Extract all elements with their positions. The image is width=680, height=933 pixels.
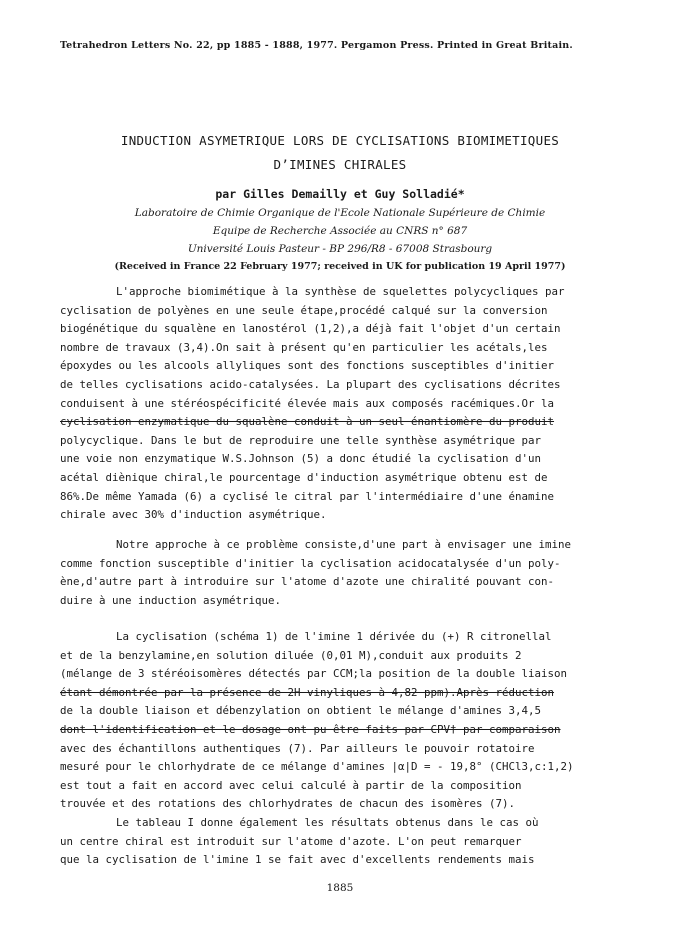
text-line: et de la benzylamine,en solution diluée (0,01 M),conduit aux produits 2 [60,648,522,662]
affiliation-line-3: Université Louis Pasteur - BP 296/R8 - 67008 Strasbourg [187,243,493,255]
text-line: cyclisation de polyènes en une seule étape,procédé calqué sur la conversion [60,303,548,317]
text-line: un centre chiral est introduit sur l'atome d'azote. L'on peut remarquer [60,834,522,848]
text-line: de la double liaison et débenzylation on obtient le mélange d'amines 3,4,5 [60,704,542,718]
text-line: comme fonction susceptible d'initier la cyclisation acidocatalysée d'un poly- [60,556,561,570]
text-line: Notre approche à ce problème consiste,d'une part à envisager une imine [116,538,572,551]
text-line: biogénétique du squalène en lanostérol (1,2),a déjà fait l'objet d'un certain [60,322,561,336]
affiliation-line-2: Equipe de Recherche Associée au CNRS n° 687 [212,225,468,237]
article-title-line-1: INDUCTION ASYMETRIQUE LORS DE CYCLISATIONS BIOMIMETIQUES [120,133,560,148]
text-line: dont l'identification et le dosage ont pu être faits par CPV† par comparaison [60,722,561,736]
text-line: de telles cyclisations acido-catalysées. La plupart des cyclisations décrites [60,377,561,391]
text-line: polycyclique. Dans le but de reproduire une telle synthèse asymétrique par [60,433,542,447]
text-line: époxydes ou les alcools allyliques sont des fonctions susceptibles d'initier [60,359,555,373]
text-line: chirale avec 30% d'induction asymétrique. [60,508,327,522]
text-line: étant démontrée par la présence de 2H vinyliques à 4,82 ppm).Après réduction [60,685,555,699]
paragraph-2 [60,536,640,610]
text-line: duire à une induction asymétrique. [60,593,282,607]
article-title-line-2: D’IMINES CHIRALES [273,157,407,172]
page-number: 1885 [326,882,354,894]
paragraph-4 [60,814,640,870]
text-line: 86%.De même Yamada (6) a cyclisé le citral par l'intermédiaire d'une énamine [60,489,555,503]
text-line: ène,d'autre part à introduire sur l'atome d'azote une chiralité pouvant con- [60,575,555,589]
received-dates: (Received in France 22 February 1977; received in UK for publication 19 April 1977) [114,261,566,272]
text-line: que la cyclisation de l'imine 1 se fait avec d'excellents rendements mais [60,853,535,867]
text-line: acétal diènique chiral,le pourcentage d'induction asymétrique obtenu est de [60,470,548,484]
paragraph-1 [60,283,640,525]
text-line: (mélange de 3 stéréoisomères détectés par CCM;la position de la double liaison [60,667,568,681]
affiliation-line-1: Laboratoire de Chimie Organique de l'Ecole Nationale Supérieure de Chimie [134,207,546,219]
journal-header: Tetrahedron Letters No. 22, pp 1885 - 1888, 1977. Pergamon Press. Printed in Great Britain. [60,40,573,51]
authors: par Gilles Demailly et Guy Solladié* [215,187,465,201]
text-line: mesuré pour le chlorhydrate de ce mélange d'amines |α|D = - 19,8° (CHCl3,c:1,2) [60,760,574,774]
paragraph-3 [60,628,640,814]
text-line: nombre de travaux (3,4).On sait à présent qu'en particulier les acétals,les [60,340,548,354]
text-line: La cyclisation (schéma 1) de l'imine 1 dérivée du (+) R citronellal [116,630,552,643]
text-line: cyclisation enzymatique du squalène conduit à un seul énantiomère du produit [60,415,555,429]
text-line: trouvée et des rotations des chlorhydrates de chacun des isomères (7). [60,797,516,811]
text-line: une voie non enzymatique W.S.Johnson (5) a donc étudié la cyclisation d'un [60,452,542,466]
text-line: Le tableau I donne également les résultats obtenus dans le cas où [116,816,539,829]
text-line: L'approche biomimétique à la synthèse de squelettes polycycliques par [116,285,565,298]
text-line: est tout a fait en accord avec celui calculé à partir de la composition [60,778,522,792]
text-line: avec des échantillons authentiques (7). Par ailleurs le pouvoir rotatoire [60,741,535,755]
text-line: conduisent à une stéréospécificité élevée mais aux composés racémiques.Or la [60,396,555,410]
